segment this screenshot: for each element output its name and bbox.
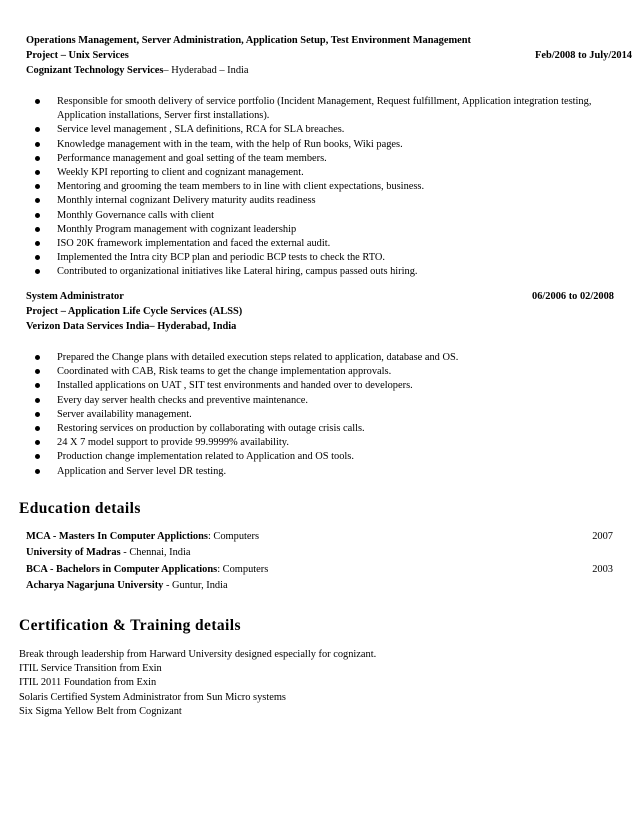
bullet-icon [35,469,40,474]
list-item: Service level management , SLA definitions, RCA for SLA breaches. [57,123,629,137]
bullet-icon [35,198,40,203]
list-item: Solaris Certified System Administrator from Sun Micro systems [19,691,286,703]
list-item: 24 X 7 model support to provide 99.9999% availability. [57,436,629,450]
list-item: Installed applications on UAT , SIT test environments and handed over to developers. [57,379,629,393]
job1-responsibilities [57,95,629,280]
bullet-icon [35,170,40,175]
job1-dates: Feb/2008 to July/2014 [535,50,632,61]
list-item: Prepared the Change plans with detailed execution steps related to application, database and OS. [57,351,629,365]
education-heading: Education details [19,500,141,517]
bullet-icon [35,412,40,417]
list-item: Monthly Program management with cognizant leadership [57,223,629,237]
bullet-icon [35,99,40,104]
education-degree-1: MCA - Masters In Computer Applictions: Computers [26,531,260,542]
education-school-2: Acharya Nagarjuna University - Guntur, India [26,580,228,591]
bullet-icon [35,241,40,246]
list-item: Monthly internal cognizant Delivery maturity audits readiness [57,194,629,208]
job2-dates: 06/2006 to 02/2008 [532,291,614,302]
bullet-icon [35,142,40,147]
job1-company: Cognizant Technology Services [26,65,164,76]
bullet-icon [35,227,40,232]
job2-title: System Administrator [26,291,124,302]
bullet-icon [35,454,40,459]
job2-project: Project – Application Life Cycle Services (ALSS) [26,306,243,317]
education-year-2: 2003 [592,564,613,575]
bullet-icon [35,127,40,132]
certification-list [19,648,376,719]
list-item: Weekly KPI reporting to client and cognizant management. [57,166,629,180]
list-item: ISO 20K framework implementation and faced the external audit. [57,237,629,251]
bullet-icon [35,213,40,218]
bullet-icon [35,184,40,189]
list-item: Six Sigma Yellow Belt from Cognizant [19,705,182,717]
job2-responsibilities [57,351,629,479]
list-item: Mentoring and grooming the team members to in line with client expectations, business. [57,180,629,194]
education-year-1: 2007 [592,531,613,542]
job2-company: Verizon Data Services India– Hyderabad, India [26,321,237,332]
list-item: Restoring services on production by collaborating with outage crisis calls. [57,422,629,436]
list-item: Performance management and goal setting of the team members. [57,152,629,166]
job1-company-line [26,64,249,78]
bullet-icon [35,269,40,274]
list-item: Break through leadership from Harward University designed especially for cognizant. [19,649,377,660]
list-item: ITIL Service Transition from Exin [19,663,162,675]
job1-title: Operations Management, Server Administration, Application Setup, Test Environment Management [26,35,471,46]
list-item: Responsible for smooth delivery of service portfolio (Incident Management, Request fulfillment, Application integration testing, Application installations, Server first installations). [57,95,629,123]
education-degree-2: BCA - Bachelors in Computer Applications: Computers [26,564,269,575]
list-item: ITIL 2011 Foundation from Exin [19,677,157,689]
list-item: Production change implementation related to Application and OS tools. [57,450,629,464]
bullet-icon [35,255,40,260]
bullet-icon [35,355,40,360]
job1-location: – Hyderabad – India [163,65,249,76]
education-school-1: University of Madras - Chennai, India [26,547,191,558]
list-item: Server availability management. [57,408,629,422]
list-item: Implemented the Intra city BCP plan and periodic BCP tests to check the RTO. [57,251,629,265]
bullet-icon [35,369,40,374]
certification-heading: Certification & Training details [19,617,241,634]
list-item: Coordinated with CAB, Risk teams to get the change implementation approvals. [57,365,629,379]
bullet-icon [35,426,40,431]
job1-project: Project – Unix Services [26,50,129,61]
list-item: Application and Server level DR testing. [57,465,629,479]
bullet-icon [35,398,40,403]
list-item: Contributed to organizational initiatives like Lateral hiring, campus passed outs hiring. [57,265,629,279]
list-item: Knowledge management with in the team, with the help of Run books, Wiki pages. [57,138,629,152]
list-item: Every day server health checks and preventive maintenance. [57,394,629,408]
bullet-icon [35,440,40,445]
bullet-icon [35,156,40,161]
bullet-icon [35,383,40,388]
list-item: Monthly Governance calls with client [57,209,629,223]
